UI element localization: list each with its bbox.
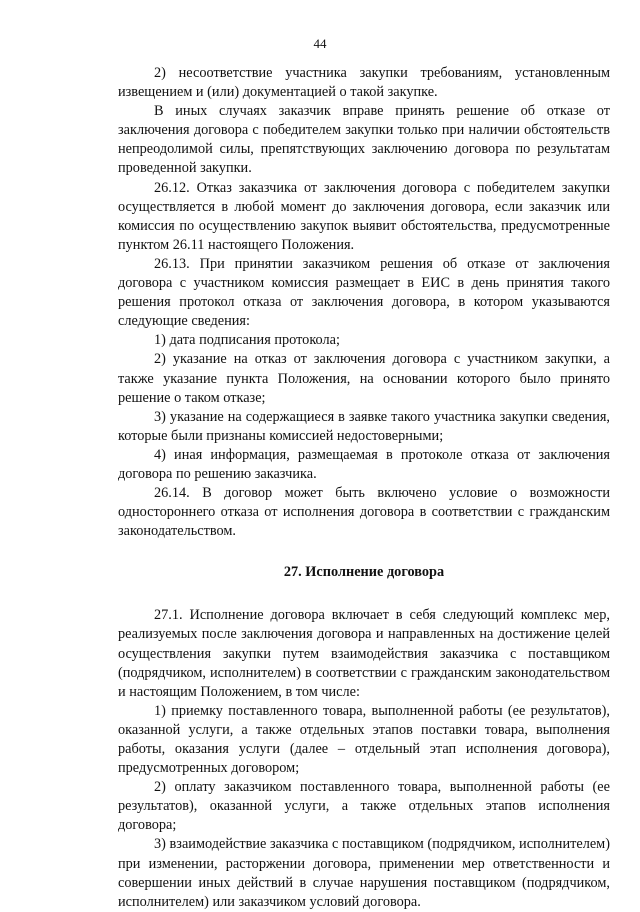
list-item: 2) оплату заказчиком поставленного товара, выполненной работы (ее результатов), оказанной услуги, а также отдельных этапов исполнения договора; <box>118 779 610 834</box>
list-item: 2) указание на отказ от заключения договора с участником закупки, а также указание пункта Положения, на основании которого было принято решение о таком отказе; <box>118 351 610 406</box>
spacer <box>118 582 610 606</box>
paragraph: 27.1. Исполнение договора включает в себя следующий комплекс мер, реализуемых после заключения договора и направленных на достижение целей осуществления закупки путем взаимодействия заказчика с поставщиком (подрядчиком, исполнителем) в соответствии с гражданским законодательством и настоящим Положением, в том числе: <box>118 607 610 700</box>
paragraph: 26.12. Отказ заказчика от заключения договора с победителем закупки осуществляется в любой момент до заключения договора, если заказчик или комиссия по осуществлению закупок выявит обстоятельства, предусмотренные пунктом 26.11 настоящего Положения. <box>118 179 610 253</box>
list-item: 3) указание на содержащиеся в заявке такого участника закупки сведения, которые были признаны комиссией недостоверными; <box>118 408 610 444</box>
paragraph: В иных случаях заказчик вправе принять решение об отказе от заключения договора с победителем закупки только при наличии обстоятельств непреодолимой силы, препятствующих заключению договора по результатам проведенной закупки. <box>118 103 610 177</box>
document-body <box>118 64 610 912</box>
paragraph: 2) несоответствие участника закупки требованиям, установленным извещением и (или) документацией о такой закупке. <box>118 65 610 101</box>
list-item: 3) взаимодействие заказчика с поставщиком (подрядчиком, исполнителем) при изменении, расторжении договора, применении мер ответственности и совершении иных действий в случае нарушения поставщиком (подрядчиком, исполнителем) или заказчиком условий договора. <box>118 836 610 910</box>
paragraph: 26.14. В договор может быть включено условие о возможности одностороннего отказа от исполнения договора в соответствии с гражданским законодательством. <box>118 485 610 540</box>
list-item: 1) дата подписания протокола; <box>154 332 340 349</box>
page-number: 44 <box>313 36 327 51</box>
list-item: 4) иная информация, размещаемая в протоколе отказа от заключения договора по решению заказчика. <box>118 446 610 482</box>
list-item: 1) приемку поставленного товара, выполненной работы (ее результатов), оказанной услуги, а также отдельных этапов поставки товара, выполнения работы, оказания услуги (далее – отдельный этап исполнения договора), предусмотренных договором; <box>118 702 610 777</box>
section-heading: 27. Исполнение договора <box>283 564 445 581</box>
paragraph: 26.13. При принятии заказчиком решения об отказе от заключения договора с участником комиссия размещает в ЕИС в день принятия такого решения протокол отказа от заключения договора, в котором указываются следующие сведения: <box>118 255 610 330</box>
